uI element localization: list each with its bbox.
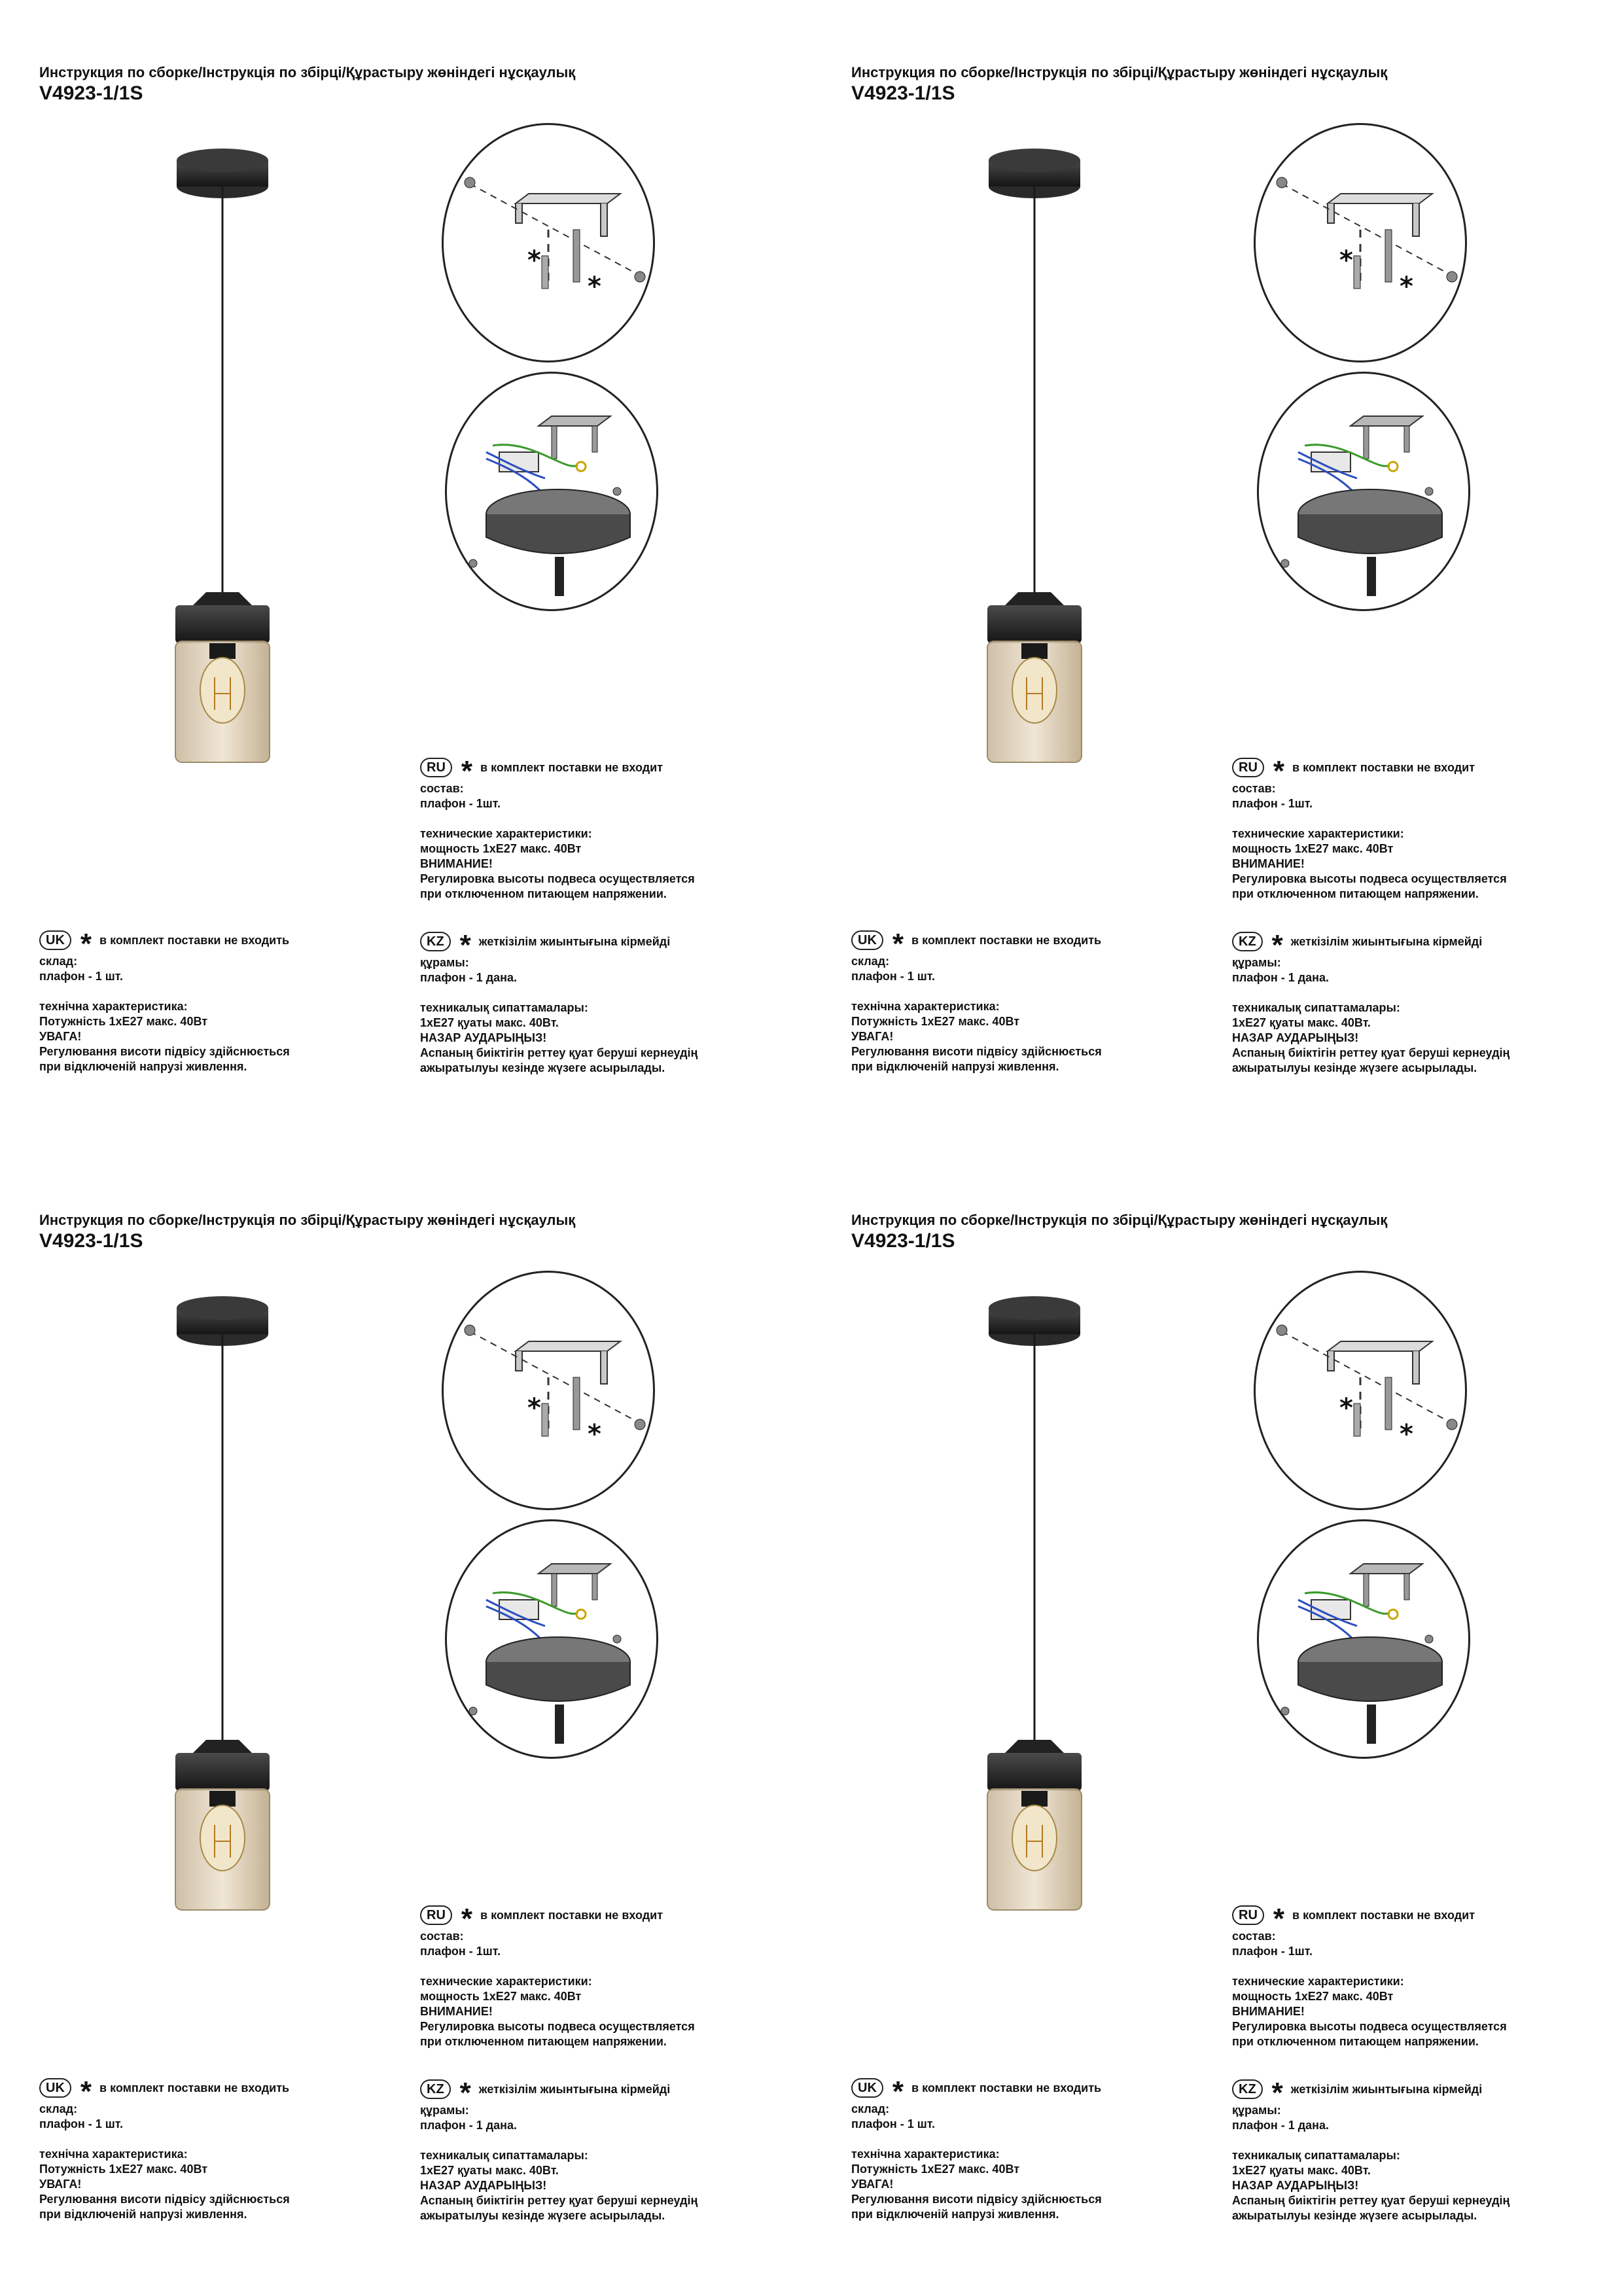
sheet-title: Инструкция по сборке/Інструкція по збірці/Құрастыру жөніндегі нұсқаулық	[39, 1212, 576, 1228]
specs-value: Потужність 1хЕ27 макс. 40Вт	[39, 2163, 208, 2176]
specs-label: техникалық сипаттамалары:	[1232, 2149, 1400, 2162]
excluded-marker: *	[588, 1419, 601, 1449]
warning-label: ВНИМАНИЕ!	[1232, 857, 1305, 870]
asterisk-icon: *	[461, 1903, 473, 1935]
asterisk-icon: *	[892, 2075, 904, 2108]
warning-label: НАЗАР АУДАРЫҢЫЗ!	[420, 2179, 547, 2192]
specs-label: технічна характеристика:	[39, 1000, 188, 1013]
contents-label: склад:	[851, 955, 890, 968]
sheet-title: Инструкция по сборке/Інструкція по збірці/Құрастыру жөніндегі нұсқаулық	[851, 1212, 1388, 1228]
specs-value: 1хЕ27 қуаты макс. 40Вт.	[1232, 2164, 1371, 2177]
bracket-mounting-diagram	[442, 1271, 655, 1510]
specs-value: 1хЕ27 қуаты макс. 40Вт.	[1232, 1016, 1371, 1029]
contents-value: плафон - 1шт.	[420, 797, 501, 810]
specs-label: технические характеристики:	[1232, 827, 1404, 840]
asterisk-icon: *	[1271, 2077, 1283, 2109]
specs-value: 1хЕ27 қуаты макс. 40Вт.	[420, 1016, 559, 1029]
info-block-kz	[1232, 930, 1509, 1076]
instruction-sheet	[0, 1148, 812, 2295]
specs-value: мощность 1хЕ27 макс. 40Вт	[420, 842, 582, 855]
contents-value: плафон - 1шт.	[1232, 797, 1313, 810]
not-included-note: жеткізілім жиынтығына кірмейді	[478, 934, 671, 948]
contents-label: состав:	[420, 1930, 464, 1943]
warning-text: Регулировка высоты подвеса осуществляется	[420, 872, 695, 885]
warning-text-cont: при відключеній напрузі живлення.	[39, 1060, 247, 1073]
warning-label: НАЗАР АУДАРЫҢЫЗ!	[1232, 2179, 1359, 2192]
contents-label: құрамы:	[420, 2104, 469, 2117]
warning-text: Аспаның биіктігін реттеу қуат беруші кернеудің	[1232, 1046, 1510, 1059]
info-block-uk	[39, 929, 290, 1074]
bracket-mounting-diagram	[1254, 1271, 1467, 1510]
warning-text: Аспаның биіктігін реттеу қуат беруші кернеудің	[1232, 2194, 1510, 2207]
warning-text-cont: при отключенном питающем напряжении.	[420, 2035, 667, 2048]
specs-label: техникалық сипаттамалары:	[420, 1001, 588, 1014]
contents-label: склад:	[39, 955, 78, 968]
specs-label: технічна характеристика:	[39, 2147, 188, 2161]
warning-label: НАЗАР АУДАРЫҢЫЗ!	[1232, 1031, 1359, 1044]
not-included-note: в комплект поставки не входить	[99, 2081, 290, 2094]
specs-value: Потужність 1хЕ27 макс. 40Вт	[851, 1015, 1020, 1028]
info-block-ru	[420, 756, 695, 902]
wiring-diagram	[1257, 372, 1470, 611]
specs-label: технические характеристики:	[1232, 1975, 1404, 1988]
language-badge-kz: KZ	[1232, 2079, 1263, 2099]
contents-label: состав:	[1232, 1930, 1276, 1943]
excluded-marker: *	[1339, 245, 1353, 275]
warning-label: НАЗАР АУДАРЫҢЫЗ!	[420, 1031, 547, 1044]
warning-label: УВАГА!	[851, 1030, 894, 1043]
info-block-uk	[851, 2077, 1102, 2222]
contents-label: склад:	[851, 2102, 890, 2115]
language-badge-uk: UK	[39, 930, 71, 950]
specs-label: технические характеристики:	[420, 1975, 592, 1988]
specs-label: технические характеристики:	[420, 827, 592, 840]
info-block-ru	[1232, 756, 1507, 902]
pendant-lamp-image	[956, 147, 1113, 775]
specs-value: мощность 1хЕ27 макс. 40Вт	[1232, 1990, 1394, 2003]
wiring-diagram	[1257, 1519, 1470, 1759]
warning-label: УВАГА!	[39, 2178, 82, 2191]
contents-value: плафон - 1 шт.	[851, 970, 935, 983]
warning-text-cont: ажыратылуы кезінде жүзеге асырылады.	[420, 2209, 665, 2222]
info-block-kz	[420, 2078, 697, 2223]
warning-text: Регулировка высоты подвеса осуществляется	[1232, 872, 1507, 885]
not-included-note: в комплект поставки не входить	[911, 933, 1102, 947]
language-badge-uk: UK	[39, 2078, 71, 2098]
contents-value: плафон - 1 дана.	[420, 2119, 518, 2132]
warning-label: ВНИМАНИЕ!	[420, 857, 493, 870]
excluded-marker: *	[1400, 272, 1413, 302]
asterisk-icon: *	[459, 2077, 471, 2109]
warning-text-cont: ажыратылуы кезінде жүзеге асырылады.	[420, 1061, 665, 1074]
specs-value: мощность 1хЕ27 макс. 40Вт	[420, 1990, 582, 2003]
warning-text: Регулювання висоти підвісу здійснюється	[851, 2193, 1102, 2206]
language-badge-ru: RU	[1232, 758, 1264, 777]
not-included-note: жеткізілім жиынтығына кірмейді	[478, 2082, 671, 2096]
asterisk-icon: *	[461, 755, 473, 787]
instruction-sheet	[0, 0, 812, 1148]
contents-value: плафон - 1 дана.	[1232, 971, 1330, 984]
language-badge-kz: KZ	[1232, 932, 1263, 951]
specs-label: технічна характеристика:	[851, 2147, 1000, 2161]
warning-text: Регулювання висоти підвісу здійснюється	[39, 2193, 290, 2206]
wiring-diagram	[445, 372, 658, 611]
warning-text: Регулювання висоти підвісу здійснюється	[851, 1045, 1102, 1058]
contents-label: склад:	[39, 2102, 78, 2115]
pendant-lamp-image	[956, 1295, 1113, 1923]
info-block-ru	[1232, 1904, 1507, 2049]
contents-value: плафон - 1 дана.	[1232, 2119, 1330, 2132]
contents-label: состав:	[1232, 782, 1276, 795]
excluded-marker: *	[1339, 1393, 1353, 1423]
warning-text-cont: при відключеній напрузі живлення.	[851, 2208, 1059, 2221]
contents-label: состав:	[420, 782, 464, 795]
contents-value: плафон - 1шт.	[420, 1945, 501, 1958]
info-block-kz	[420, 930, 697, 1076]
contents-label: құрамы:	[1232, 956, 1281, 969]
asterisk-icon: *	[1273, 1903, 1285, 1935]
contents-value: плафон - 1 дана.	[420, 971, 518, 984]
asterisk-icon: *	[459, 929, 471, 961]
language-badge-ru: RU	[420, 758, 452, 777]
not-included-note: в комплект поставки не входит	[1292, 760, 1475, 774]
contents-value: плафон - 1 шт.	[39, 2117, 123, 2130]
warning-text-cont: ажыратылуы кезінде жүзеге асырылады.	[1232, 1061, 1477, 1074]
asterisk-icon: *	[892, 928, 904, 960]
model-number: V4923-1/1S	[39, 1230, 143, 1252]
warning-label: УВАГА!	[39, 1030, 82, 1043]
warning-text: Регулювання висоти підвісу здійснюється	[39, 1045, 290, 1058]
language-badge-kz: KZ	[420, 932, 451, 951]
specs-label: техникалық сипаттамалары:	[420, 2149, 588, 2162]
info-block-ru	[420, 1904, 695, 2049]
specs-value: 1хЕ27 қуаты макс. 40Вт.	[420, 2164, 559, 2177]
specs-label: техникалық сипаттамалары:	[1232, 1001, 1400, 1014]
language-badge-ru: RU	[420, 1905, 452, 1925]
pendant-lamp-image	[144, 147, 301, 775]
pendant-lamp-image	[144, 1295, 301, 1923]
excluded-marker: *	[527, 245, 541, 275]
warning-text-cont: при відключеній напрузі живлення.	[851, 1060, 1059, 1073]
warning-text: Аспаның биіктігін реттеу қуат беруші кернеудің	[420, 2194, 698, 2207]
language-badge-uk: UK	[851, 2078, 883, 2098]
model-number: V4923-1/1S	[39, 82, 143, 104]
specs-value: мощность 1хЕ27 макс. 40Вт	[1232, 842, 1394, 855]
language-badge-kz: KZ	[420, 2079, 451, 2099]
not-included-note: в комплект поставки не входит	[1292, 1908, 1475, 1922]
bracket-mounting-diagram	[1254, 123, 1467, 362]
instruction-sheet	[812, 0, 1624, 1148]
language-badge-uk: UK	[851, 930, 883, 950]
warning-text-cont: при отключенном питающем напряжении.	[1232, 2035, 1479, 2048]
language-badge-ru: RU	[1232, 1905, 1264, 1925]
model-number: V4923-1/1S	[851, 82, 955, 104]
info-block-uk	[851, 929, 1102, 1074]
warning-text: Регулировка высоты подвеса осуществляется	[1232, 2020, 1507, 2033]
contents-value: плафон - 1 шт.	[851, 2117, 935, 2130]
info-block-kz	[1232, 2078, 1509, 2223]
specs-value: Потужність 1хЕ27 макс. 40Вт	[39, 1015, 208, 1028]
contents-value: плафон - 1шт.	[1232, 1945, 1313, 1958]
not-included-note: в комплект поставки не входить	[911, 2081, 1102, 2094]
warning-text-cont: при отключенном питающем напряжении.	[420, 887, 667, 900]
warning-label: ВНИМАНИЕ!	[420, 2005, 493, 2018]
sheet-title: Инструкция по сборке/Інструкція по збірці/Құрастыру жөніндегі нұсқаулық	[851, 64, 1388, 80]
model-number: V4923-1/1S	[851, 1230, 955, 1252]
bracket-mounting-diagram	[442, 123, 655, 362]
excluded-marker: *	[527, 1393, 541, 1423]
warning-text-cont: при отключенном питающем напряжении.	[1232, 887, 1479, 900]
warning-text: Регулировка высоты подвеса осуществляется	[420, 2020, 695, 2033]
asterisk-icon: *	[1271, 929, 1283, 961]
excluded-marker: *	[588, 272, 601, 302]
specs-label: технічна характеристика:	[851, 1000, 1000, 1013]
asterisk-icon: *	[1273, 755, 1285, 787]
warning-label: ВНИМАНИЕ!	[1232, 2005, 1305, 2018]
specs-value: Потужність 1хЕ27 макс. 40Вт	[851, 2163, 1020, 2176]
wiring-diagram	[445, 1519, 658, 1759]
not-included-note: в комплект поставки не входит	[480, 760, 663, 774]
contents-value: плафон - 1 шт.	[39, 970, 123, 983]
info-block-uk	[39, 2077, 290, 2222]
not-included-note: в комплект поставки не входить	[99, 933, 290, 947]
instruction-sheet	[812, 1148, 1624, 2295]
contents-label: құрамы:	[1232, 2104, 1281, 2117]
sheet-title: Инструкция по сборке/Інструкція по збірці/Құрастыру жөніндегі нұсқаулық	[39, 64, 576, 80]
asterisk-icon: *	[80, 928, 92, 960]
excluded-marker: *	[1400, 1419, 1413, 1449]
warning-text-cont: при відключеній напрузі живлення.	[39, 2208, 247, 2221]
not-included-note: в комплект поставки не входит	[480, 1908, 663, 1922]
warning-text-cont: ажыратылуы кезінде жүзеге асырылады.	[1232, 2209, 1477, 2222]
not-included-note: жеткізілім жиынтығына кірмейді	[1290, 934, 1483, 948]
asterisk-icon: *	[80, 2075, 92, 2108]
warning-label: УВАГА!	[851, 2178, 894, 2191]
warning-text: Аспаның биіктігін реттеу қуат беруші кернеудің	[420, 1046, 698, 1059]
not-included-note: жеткізілім жиынтығына кірмейді	[1290, 2082, 1483, 2096]
contents-label: құрамы:	[420, 956, 469, 969]
